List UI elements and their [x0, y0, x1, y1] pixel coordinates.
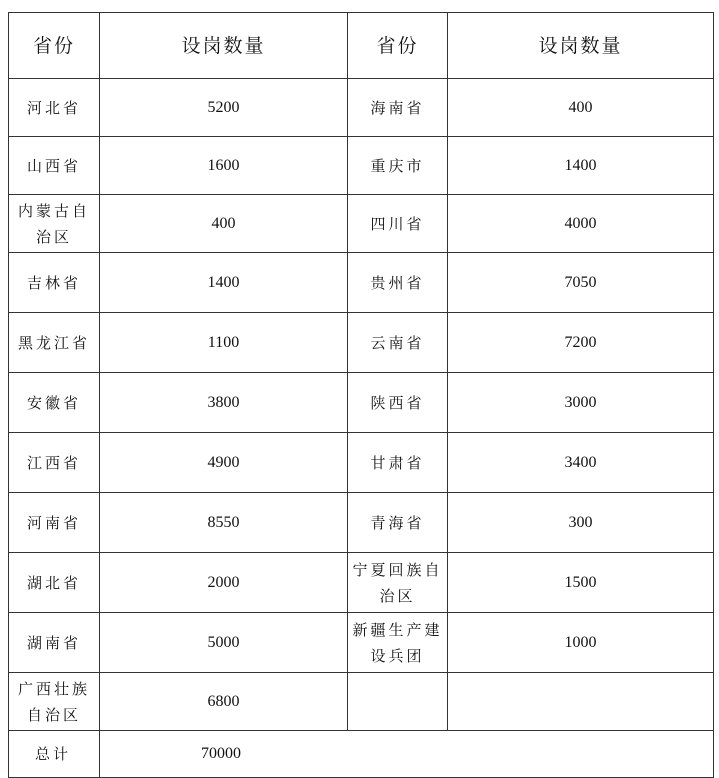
table-row	[9, 553, 714, 613]
province-cell: 山西省	[9, 137, 100, 195]
table-row	[9, 195, 714, 253]
table-row	[9, 137, 714, 195]
count-cell: 3000	[448, 373, 714, 433]
header-province-2: 省份	[348, 13, 448, 79]
table-row	[9, 613, 714, 673]
count-cell: 300	[448, 493, 714, 553]
count-cell: 1400	[100, 253, 348, 313]
count-cell: 6800	[100, 673, 348, 731]
count-cell: 400	[100, 195, 348, 253]
count-cell: 7200	[448, 313, 714, 373]
count-cell: 4000	[448, 195, 714, 253]
count-cell: 1400	[448, 137, 714, 195]
province-cell: 湖北省	[9, 553, 100, 613]
count-cell: 3400	[448, 433, 714, 493]
province-cell: 重庆市	[348, 137, 448, 195]
count-cell: 8550	[100, 493, 348, 553]
province-cell: 云南省	[348, 313, 448, 373]
count-cell: 2000	[100, 553, 348, 613]
province-cell: 陕西省	[348, 373, 448, 433]
table-row	[9, 493, 714, 553]
count-cell: 1600	[100, 137, 348, 195]
header-row	[9, 13, 714, 79]
count-cell: 1000	[448, 613, 714, 673]
province-cell: 海南省	[348, 79, 448, 137]
province-cell: 广西壮族自治区	[9, 673, 100, 731]
count-cell	[448, 673, 714, 731]
table-row	[9, 313, 714, 373]
province-cell: 宁夏回族自治区	[348, 553, 448, 613]
province-cell: 四川省	[348, 195, 448, 253]
total-label: 总计	[9, 731, 100, 778]
province-cell: 黑龙江省	[9, 313, 100, 373]
count-cell: 1500	[448, 553, 714, 613]
table-row	[9, 253, 714, 313]
count-cell: 3800	[100, 373, 348, 433]
province-cell: 新疆生产建设兵团	[348, 613, 448, 673]
province-cell: 河北省	[9, 79, 100, 137]
province-cell: 湖南省	[9, 613, 100, 673]
count-cell: 7050	[448, 253, 714, 313]
quota-table	[8, 12, 714, 778]
header-count: 设岗数量	[100, 13, 348, 79]
province-cell: 江西省	[9, 433, 100, 493]
province-cell: 安徽省	[9, 373, 100, 433]
province-cell: 青海省	[348, 493, 448, 553]
count-cell: 4900	[100, 433, 348, 493]
province-cell	[348, 673, 448, 731]
province-cell: 贵州省	[348, 253, 448, 313]
total-value: 70000	[100, 731, 714, 778]
total-row	[9, 731, 714, 778]
count-cell: 400	[448, 79, 714, 137]
table-row	[9, 433, 714, 493]
header-province: 省份	[9, 13, 100, 79]
province-cell: 内蒙古自治区	[9, 195, 100, 253]
table-row	[9, 673, 714, 731]
province-cell: 吉林省	[9, 253, 100, 313]
count-cell: 1100	[100, 313, 348, 373]
province-cell: 河南省	[9, 493, 100, 553]
table-row	[9, 79, 714, 137]
header-count-2: 设岗数量	[448, 13, 714, 79]
table-row	[9, 373, 714, 433]
count-cell: 5200	[100, 79, 348, 137]
province-cell: 甘肃省	[348, 433, 448, 493]
count-cell: 5000	[100, 613, 348, 673]
